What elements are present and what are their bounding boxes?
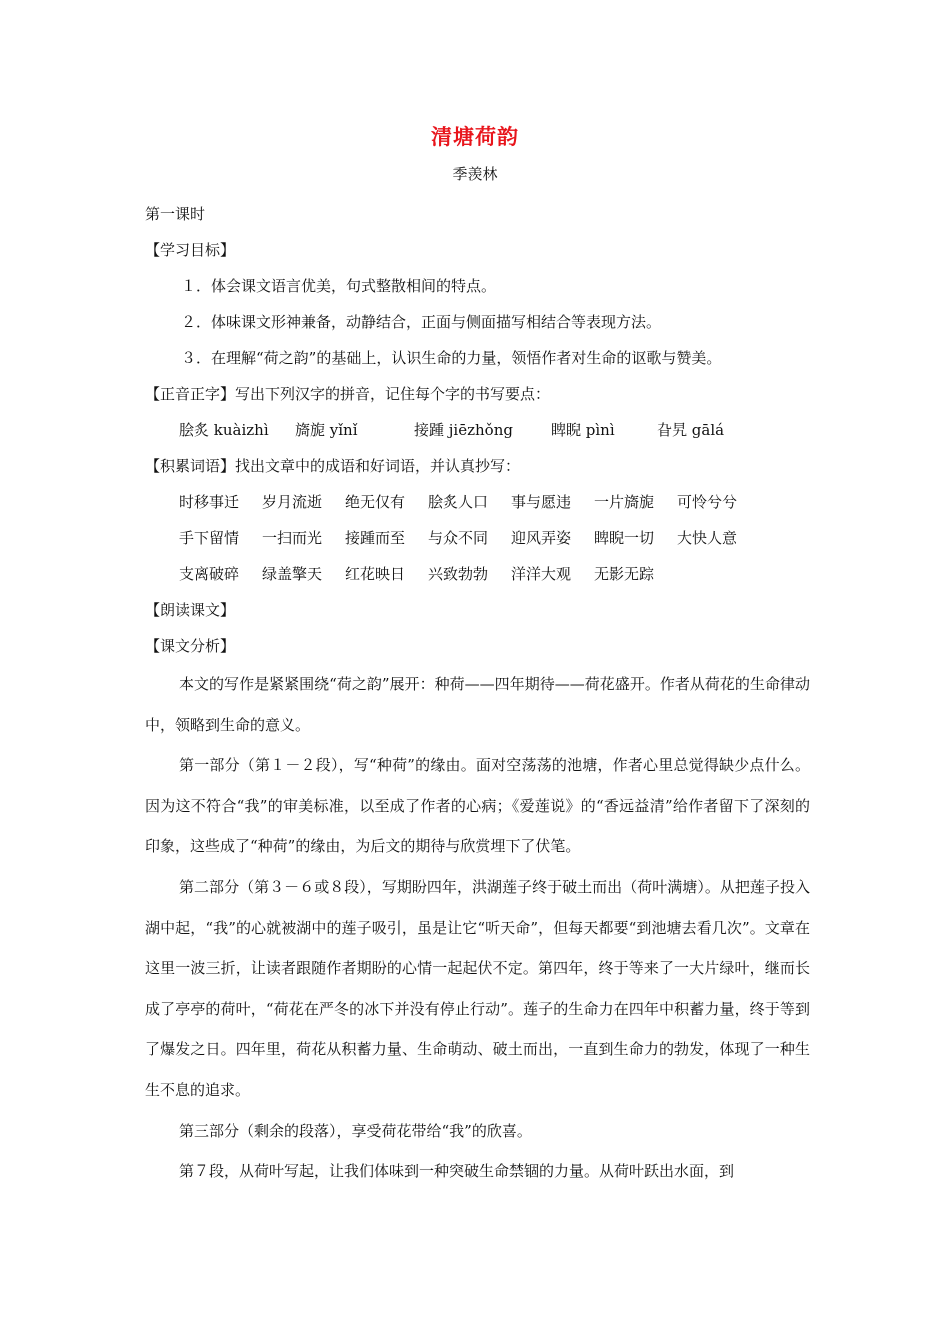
vocabulary-word: 可怜兮兮 <box>677 493 738 511</box>
document-body <box>145 196 810 1192</box>
objective-item: ２．体味课文形神兼备，动静结合，正面与侧面描写相结合等表现方法。 <box>181 313 662 331</box>
vocabulary-word: 与众不同 <box>428 529 489 547</box>
vocabulary-row <box>145 520 810 556</box>
vocabulary-word: 脍炙人口 <box>428 493 489 511</box>
vocabulary-word: 大快人意 <box>677 529 738 547</box>
vocabulary-word: 接踵而至 <box>345 529 406 547</box>
reading-heading: 【朗读课文】 <box>145 601 236 619</box>
vocabulary-word: 一片旖旎 <box>594 493 655 511</box>
pronunciation-heading: 【正音正字】写出下列汉字的拼音，记住每个字的书写要点： <box>145 385 551 403</box>
analysis-paragraph: 第二部分（第３－６或８段），写期盼四年，洪湖莲子终于破土而出（荷叶满塘）。从把莲子投入湖中起，“我”的心就被湖中的莲子吸引，虽是让它“听天命”，但每天都要“到池塘去看几次”。文章在这里一波三折，让读者跟随作者期盼的心情一起起伏不定。第四年，终于等来了一大片绿叶，继而长成了亭亭的荷叶，“荷花在严冬的冰下并没有停止行动”。莲子的生命力在四年中积蓄力量，终于等到了爆发之日。四年里，荷花从积蓄力量、生命萌动、破土而出，一直到生命力的勃发，体现了一种生生不息的追求。 <box>145 877 810 1099</box>
vocabulary-heading: 【积累词语】找出文章中的成语和好词语，并认真抄写： <box>145 457 521 475</box>
analysis-paragraph: 第一部分（第１－２段），写“种荷”的缘由。面对空荡荡的池塘，作者心里总觉得缺少点什么。因为这不符合“我”的审美标准，以至成了作者的心病；《爱莲说》的“香远益清”给作者留下了深刻的印象，这些成了“种荷”的缘由，为后文的期待与欣赏埋下了伏笔。 <box>145 756 810 856</box>
vocabulary-row <box>145 556 810 592</box>
vocabulary-word: 事与愿违 <box>511 493 572 511</box>
lesson-label: 第一课时 <box>145 205 206 223</box>
vocabulary-word: 睥睨一切 <box>594 529 655 547</box>
vocabulary-word: 岁月流逝 <box>262 493 323 511</box>
pinyin-list <box>145 412 810 448</box>
analysis-paragraph: 本文的写作是紧紧围绕“荷之韵”展开：种荷——四年期待——荷花盛开。作者从荷花的生命律动中，领略到生命的意义。 <box>145 675 810 734</box>
vocabulary-row <box>145 484 810 520</box>
analysis-paragraph: 第三部分（剩余的段落），享受荷花带给“我”的欣喜。 <box>179 1121 532 1140</box>
vocabulary-word: 绿盖擎天 <box>262 565 323 583</box>
pinyin-item: 旖旎 yǐnǐ <box>295 421 358 439</box>
vocabulary-word: 绝无仅有 <box>345 493 406 511</box>
objective-item: １．体会课文语言优美，句式整散相间的特点。 <box>181 277 497 295</box>
vocabulary-word: 时移事迁 <box>179 493 240 511</box>
pinyin-item: 旮旯 gālá <box>657 421 725 439</box>
objective-item: ３．在理解“荷之韵”的基础上，认识生命的力量，领悟作者对生命的讴歌与赞美。 <box>181 349 722 367</box>
author-name: 季羡林 <box>452 165 498 183</box>
analysis-heading: 【课文分析】 <box>145 637 236 655</box>
pinyin-item: 睥睨 pìnì <box>551 421 615 439</box>
vocabulary-word: 红花映日 <box>345 565 406 583</box>
vocabulary-word: 无影无踪 <box>594 565 655 583</box>
vocabulary-word: 兴致勃勃 <box>428 565 489 583</box>
vocabulary-word: 手下留情 <box>179 529 240 547</box>
document-title: 清塘荷韵 <box>431 124 519 149</box>
pinyin-item: 接踵 jiēzhǒng <box>414 421 513 439</box>
vocabulary-word: 一扫而光 <box>262 529 323 547</box>
vocabulary-word: 洋洋大观 <box>511 565 572 583</box>
vocabulary-word: 迎风弄姿 <box>511 529 572 547</box>
vocabulary-word: 支离破碎 <box>179 565 240 583</box>
objectives-heading: 【学习目标】 <box>145 241 236 259</box>
pinyin-item: 脍炙 kuàizhì <box>179 421 269 439</box>
analysis-paragraph: 第７段，从荷叶写起，让我们体味到一种突破生命禁锢的力量。从荷叶跃出水面，到 <box>179 1162 735 1181</box>
